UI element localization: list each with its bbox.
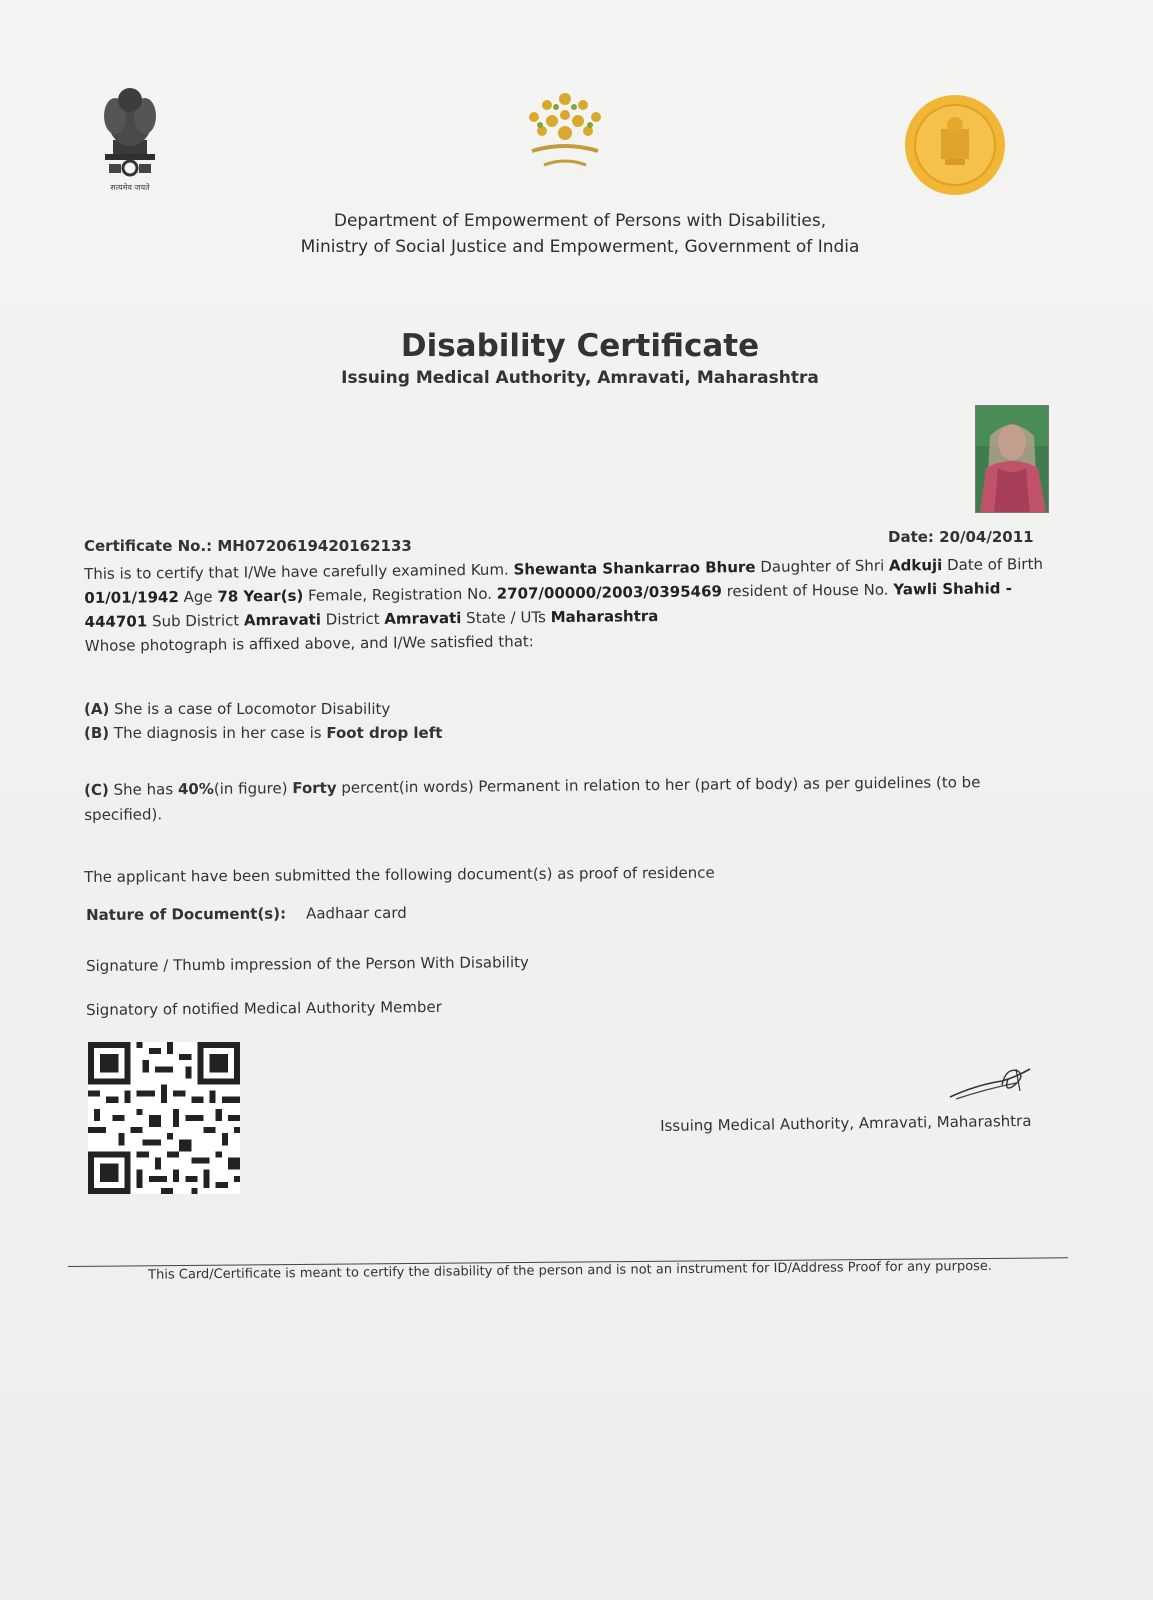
maharashtra-seal-icon — [903, 93, 1007, 197]
issue-date-label: Date: — [888, 528, 940, 546]
item-c-text: She has — [108, 780, 178, 799]
item-c — [84, 770, 1054, 828]
page-subtitle: Issuing Medical Authority, Amravati, Maharashtra — [341, 368, 819, 388]
certificate-number-value: MH0720619420162133 — [217, 537, 412, 555]
body-text: State / UTs — [461, 608, 551, 628]
item-a-label: (A) — [84, 700, 110, 718]
nature-value: Aadhaar card — [305, 903, 407, 923]
body-text: resident of House No. — [721, 580, 894, 601]
father-name: Adkuji — [888, 556, 943, 575]
issue-date — [888, 528, 1034, 546]
nature-of-document — [86, 904, 407, 924]
address: Yawli Shahid - 444701 — [84, 579, 1012, 631]
item-c-text: percent(in words) Permanent in relation to her (part of body) as per guidelines (to be specified). — [84, 773, 981, 824]
item-b-text: The diagnosis in her case is — [109, 724, 327, 742]
body-text: District — [320, 609, 385, 629]
body-text: Female, Registration No. — [303, 584, 497, 605]
body-text: Sub District — [147, 611, 245, 631]
accessible-india-logo-icon — [512, 85, 618, 177]
national-emblem-icon — [95, 82, 165, 194]
proof-intro: The applicant have been submitted the following document(s) as proof of residence — [84, 863, 715, 886]
body-text: Date of Birth — [942, 554, 1044, 575]
district: Amravati — [384, 609, 462, 628]
registration-number: 2707/00000/2003/0395469 — [496, 582, 722, 603]
nature-label: Nature of Document(s): — [86, 904, 287, 924]
footer-disclaimer: This Card/Certificate is meant to certify the disability of the person and is not an instrument for ID/Address Proof for any purpose. — [148, 1258, 993, 1283]
item-c-text: (in figure) — [213, 779, 293, 798]
emblem-caption: सत्यमेव जयते — [110, 183, 150, 192]
body-text: This is to certify that I/We have carefully examined Kum. — [84, 560, 514, 583]
issuing-authority-label: Issuing Medical Authority, Amravati, Maharashtra — [660, 1111, 1032, 1135]
sub-district: Amravati — [243, 610, 322, 630]
department-heading — [200, 208, 960, 260]
body-text: Whose photograph is affixed above, and I/We satisfied that: — [84, 632, 534, 655]
signature-pwd-label: Signature / Thumb impression of the Person With Disability — [86, 953, 529, 975]
item-b — [84, 724, 442, 742]
item-b-label: (B) — [84, 724, 110, 742]
certification-paragraph — [84, 552, 1055, 658]
disability-percent-words: Forty — [292, 778, 337, 798]
certificate-number-label: Certificate No.: — [84, 537, 218, 555]
department-line-1: Department of Empowerment of Persons with Disabilities, — [333, 211, 827, 231]
diagnosis-value: Foot drop left — [326, 724, 443, 742]
page-title: Disability Certificate — [400, 328, 760, 364]
item-a-text: She is a case of Locomotor Disability — [109, 700, 391, 718]
item-c-label: (C) — [84, 780, 109, 799]
certificate-number — [84, 537, 412, 555]
age: 78 Year(s) — [217, 586, 304, 606]
signatory-label: Signatory of notified Medical Authority Member — [86, 997, 442, 1019]
item-a — [84, 700, 390, 718]
state: Maharashtra — [550, 606, 659, 627]
disability-percent: 40% — [177, 779, 214, 799]
department-line-2: Ministry of Social Justice and Empowerment, Government of India — [300, 237, 860, 257]
applicant-name: Shewanta Shankarrao Bhure — [513, 557, 756, 579]
body-text: Age — [178, 587, 218, 607]
applicant-photo — [975, 405, 1049, 513]
issue-date-value: 20/04/2011 — [939, 528, 1034, 546]
date-of-birth: 01/01/1942 — [84, 588, 179, 607]
body-text: Daughter of Shri — [755, 556, 890, 576]
signature-icon — [946, 1055, 1036, 1105]
qr-code-icon — [86, 1042, 242, 1194]
